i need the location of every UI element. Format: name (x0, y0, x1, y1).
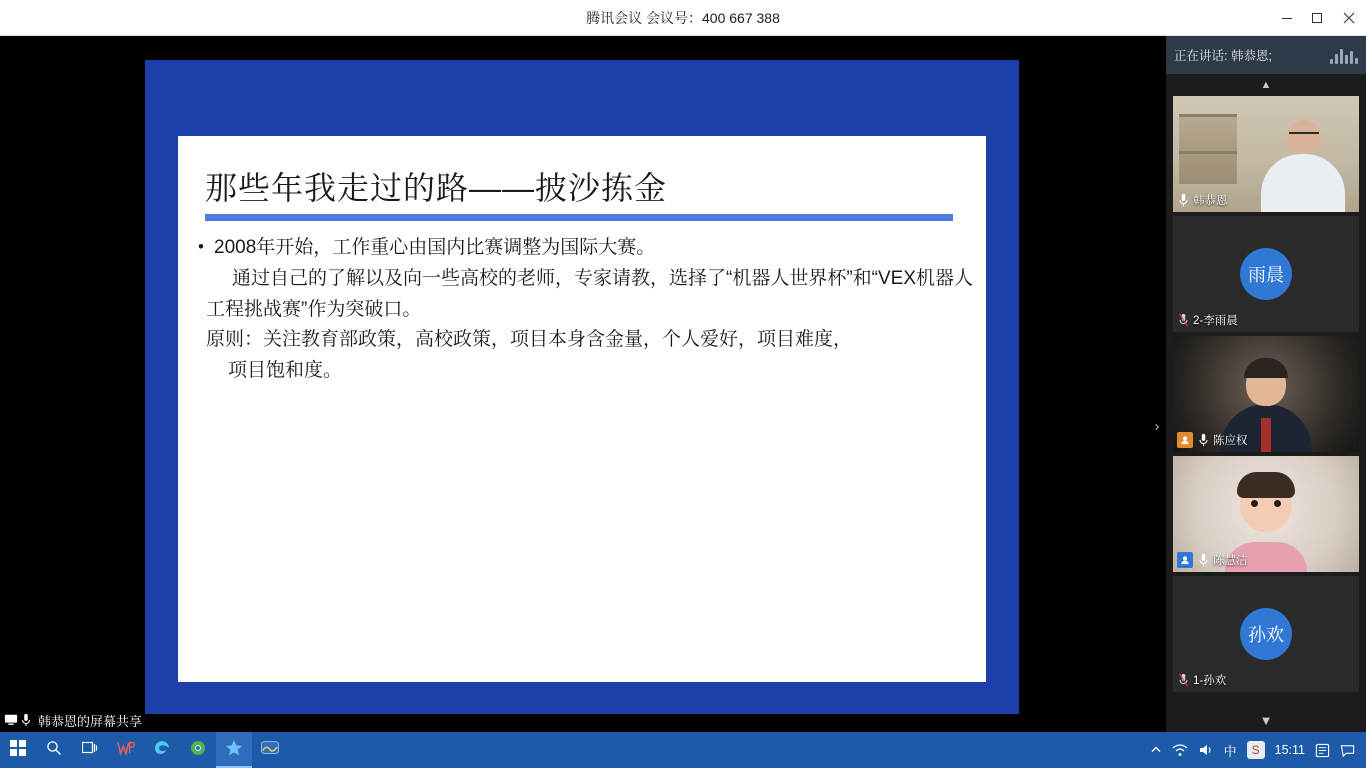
slide-canvas (178, 136, 986, 682)
taskbar-media-app[interactable] (252, 732, 288, 768)
system-tray (1145, 732, 1366, 768)
participant-name-row-2 (1177, 432, 1248, 448)
user-badge-icon (1177, 552, 1193, 568)
monitor-icon (4, 713, 18, 727)
chrome-icon (190, 740, 206, 761)
mic-on-icon (21, 713, 35, 727)
screen-share-area[interactable] (0, 36, 1166, 732)
participant-tile-3[interactable] (1173, 456, 1359, 572)
participant-name-row-3 (1177, 552, 1248, 568)
slide-title-underline (205, 214, 953, 221)
participant-name-row-1 (1177, 312, 1238, 328)
task-view-icon (82, 740, 98, 761)
participant-roster (1166, 36, 1366, 732)
mic-on-icon (1197, 432, 1209, 448)
taskbar-clock[interactable]: 15:11 (1274, 742, 1305, 757)
edge-icon (153, 739, 171, 762)
taskbar-left-group (0, 732, 288, 768)
roster-scroll-down[interactable]: ▼ (1166, 708, 1366, 732)
slide-paragraph-2 (196, 325, 976, 387)
mic-muted-icon (1177, 672, 1189, 688)
audio-wave-icon (1330, 48, 1358, 64)
taskbar-task-view[interactable] (72, 732, 108, 768)
network-icon[interactable] (1167, 732, 1193, 768)
active-speaker-bar (1166, 36, 1366, 74)
mic-on-icon (1197, 552, 1209, 568)
participant-tiles (1166, 96, 1366, 692)
active-speaker-label: 正在讲话: 韩恭恩; (1174, 49, 1272, 63)
close-button[interactable] (1332, 0, 1366, 36)
slide-paragraph-2-line2: 项目饱和度。 (228, 360, 343, 382)
participant-tile-1[interactable] (1173, 216, 1359, 332)
participant-name-0: 韩恭恩 (1193, 195, 1228, 207)
windows-start-icon (10, 740, 26, 761)
sogou-input-icon[interactable]: S (1242, 732, 1270, 768)
tray-overflow-button[interactable] (1145, 732, 1167, 768)
maximize-button[interactable] (1302, 0, 1332, 36)
slide-body (196, 233, 976, 387)
wps-icon (117, 740, 135, 761)
search-icon (46, 740, 62, 761)
participant-name-row-0 (1177, 192, 1228, 208)
participant-name-row-4 (1177, 672, 1226, 688)
screen-share-label: 韩恭恩的屏幕共享 (38, 713, 143, 729)
avatar: 雨晨 (1240, 248, 1292, 300)
start-button[interactable] (0, 732, 36, 768)
user-badge-icon (1177, 432, 1193, 448)
meeting-star-icon (225, 739, 243, 762)
taskbar-search[interactable] (36, 732, 72, 768)
participant-name-3: 陈慧洁 (1213, 555, 1248, 567)
screen-share-status (4, 710, 142, 730)
minimize-button[interactable] (1272, 0, 1302, 36)
slide-title: 那些年我走过的路——披沙拣金 (205, 170, 668, 206)
participant-tile-4[interactable] (1173, 576, 1359, 692)
taskbar-edge-browser[interactable] (144, 732, 180, 768)
mic-muted-icon (1177, 312, 1189, 328)
taskbar-tencent-meeting[interactable] (216, 732, 252, 768)
window-titlebar (0, 0, 1366, 36)
volume-icon[interactable] (1193, 732, 1219, 768)
taskbar-chrome-browser[interactable] (180, 732, 216, 768)
mic-on-icon (1177, 192, 1189, 208)
window-controls (1272, 0, 1366, 36)
notification-icon[interactable] (1335, 732, 1360, 768)
participant-tile-0[interactable] (1173, 96, 1359, 212)
participant-tile-2[interactable] (1173, 336, 1359, 452)
media-icon (261, 740, 279, 761)
presentation-frame (145, 60, 1019, 714)
avatar: 孙欢 (1240, 608, 1292, 660)
meeting-stage (0, 36, 1366, 732)
roster-scroll-up[interactable]: ▲ (1166, 74, 1366, 96)
windows-taskbar (0, 732, 1366, 768)
participant-name-4: 1-孙欢 (1193, 675, 1227, 687)
slide-bullet-1: • 2008年开始，工作重心由国内比赛调整为国际大赛。 (196, 233, 976, 264)
ime-indicator[interactable]: 中 (1223, 743, 1237, 759)
taskbar-wps-office[interactable] (108, 732, 144, 768)
notes-icon[interactable] (1310, 732, 1335, 768)
slide-paragraph-2-line1: 原则：关注教育部政策，高校政策，项目本身含金量，个人爱好，项目难度， (206, 329, 853, 351)
roster-collapse-toggle[interactable]: › (1154, 417, 1160, 435)
participant-name-1: 2-李雨晨 (1193, 315, 1238, 327)
slide-paragraph-1: 通过自己的了解以及向一些高校的老师，专家请教，选择了“机器人世界杯”和“VEX机器人工程挑战赛”作为突破口。 (206, 267, 974, 320)
window-title: 腾讯会议 会议号：400 667 388 (586, 10, 780, 26)
participant-name-2: 陈应权 (1213, 435, 1248, 447)
